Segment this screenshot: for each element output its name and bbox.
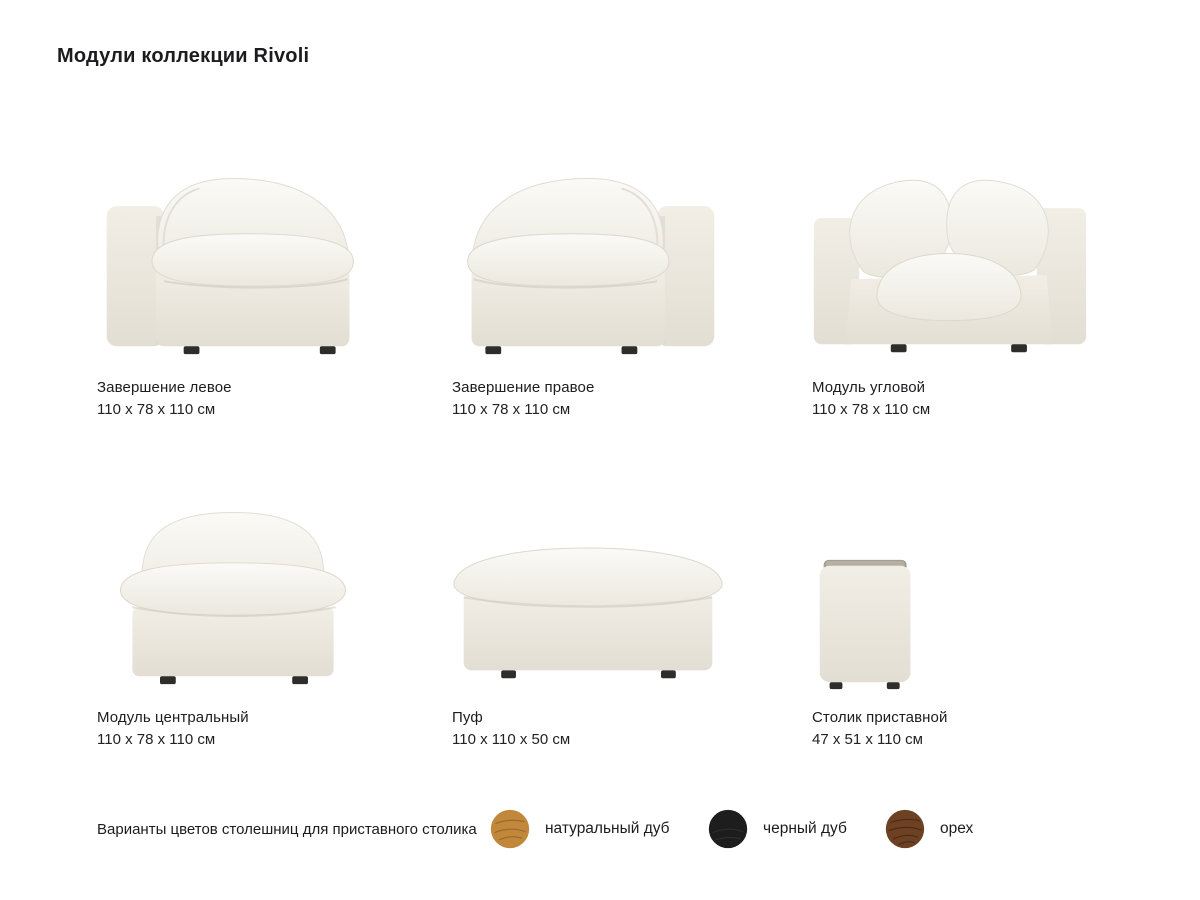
tabletop-options-label: Варианты цветов столешниц для приставного столика xyxy=(97,821,477,838)
side-table-image xyxy=(798,475,1098,697)
product-card-pouf xyxy=(452,475,752,748)
product-name: Модуль центральный xyxy=(97,709,249,726)
pouf-image xyxy=(438,475,738,697)
sofa-end-right-image xyxy=(438,145,738,367)
black-oak-swatch-icon xyxy=(707,808,749,850)
product-name: Пуф xyxy=(452,709,483,726)
swatch-black-oak xyxy=(707,808,847,850)
sofa-corner-image xyxy=(798,145,1098,367)
product-dimensions: 47 x 51 x 110 см xyxy=(812,731,923,748)
product-dimensions: 110 x 78 x 110 см xyxy=(452,401,571,418)
swatch-walnut xyxy=(884,808,973,850)
product-name: Завершение левое xyxy=(97,379,232,396)
sofa-center-image xyxy=(83,475,383,697)
product-card-side-table xyxy=(812,475,1112,748)
product-card-center xyxy=(97,475,397,748)
product-dimensions: 110 x 78 x 110 см xyxy=(97,731,216,748)
swatch-label: натуральный дуб xyxy=(545,820,670,837)
product-name: Завершение правое xyxy=(452,379,595,396)
swatch-label: орех xyxy=(940,820,974,837)
product-name: Столик приставной xyxy=(812,709,948,726)
product-name: Модуль угловой xyxy=(812,379,926,396)
product-card-end-left xyxy=(97,145,397,418)
product-card-corner xyxy=(812,145,1112,418)
swatch-label: черный дуб xyxy=(763,820,847,837)
product-dimensions: 110 x 78 x 110 см xyxy=(97,401,216,418)
page-title: Модули коллекции Rivoli xyxy=(57,45,310,67)
walnut-swatch-icon xyxy=(884,808,926,850)
natural-oak-swatch-icon xyxy=(489,808,531,850)
sofa-end-left-image xyxy=(83,145,383,367)
product-dimensions: 110 x 78 x 110 см xyxy=(812,401,931,418)
swatch-natural-oak xyxy=(489,808,670,850)
product-card-end-right xyxy=(452,145,752,418)
product-dimensions: 110 x 110 x 50 см xyxy=(452,731,571,748)
